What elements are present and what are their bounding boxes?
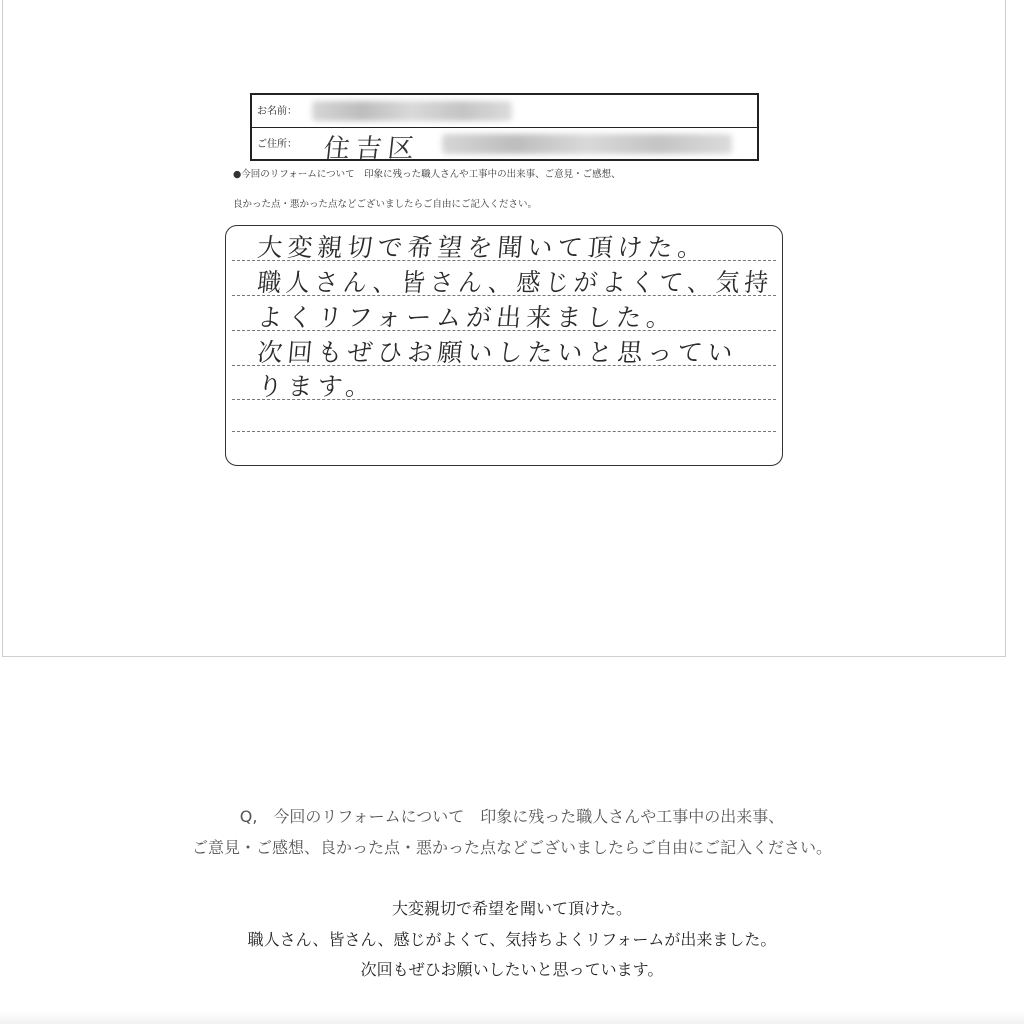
handwritten-line: 大変親切で希望を聞いて頂けた。: [256, 233, 709, 262]
handwritten-line: 職人さん、皆さん、感じがよくて、気持: [256, 268, 775, 297]
address-handwritten: 住吉区: [322, 134, 422, 164]
handwritten-line: ります。: [256, 372, 377, 401]
customer-info-table: [250, 93, 759, 164]
ruled-line: [232, 431, 776, 432]
address-redacted: [442, 134, 732, 154]
form-instruction-line2: 良かった点・悪かった点などございましたらご自由にご記入ください。: [233, 199, 538, 210]
scanned-survey-image: [2, 0, 1006, 657]
name-redacted: [312, 101, 512, 121]
question-line1: Q, 今回のリフォームについて 印象に残った職人さんや工事中の出来事、: [239, 807, 785, 826]
question-line2: ご意見・ご感想、良かった点・悪かった点などございましたらご自由にご記入ください。: [191, 838, 832, 857]
answer-line1: 大変親切で希望を聞いて頂けた。: [391, 899, 632, 918]
page-bottom-edge: [0, 1010, 1024, 1024]
address-row: [252, 128, 757, 164]
handwritten-line: よくリフォームが出来ました。: [256, 303, 678, 332]
handwritten-line: 次回もぜひお願いしたいと思ってい: [256, 338, 739, 367]
handwritten-answer-box: [225, 225, 783, 466]
answer-line2: 職人さん、皆さん、感じがよくて、気持ちよくリフォームが出来ました。: [247, 930, 777, 949]
answer-line3: 次回もぜひお願いしたいと思っています。: [360, 960, 664, 979]
name-label: お名前：: [257, 106, 297, 117]
form-instruction-line1: ●今回のリフォームについて 印象に残った職人さんや工事中の出来事、ご意見・ご感想、: [233, 169, 621, 180]
name-row: [252, 95, 757, 128]
address-label: ご住所：: [257, 139, 297, 150]
